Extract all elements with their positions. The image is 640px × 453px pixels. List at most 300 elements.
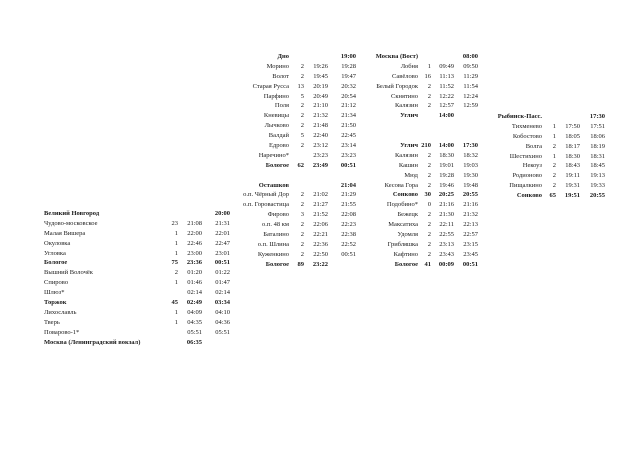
- timetable-row: [234, 151, 358, 161]
- timetable-row: [364, 200, 480, 210]
- station-name: Тверь: [44, 318, 60, 326]
- station-name: Савёлово: [392, 72, 418, 80]
- timetable-row: [364, 230, 480, 240]
- timetable-row: [488, 191, 606, 201]
- station-name: Углич: [400, 112, 418, 120]
- arrival-time: 22:00: [187, 229, 202, 237]
- stop-count: 2: [300, 72, 304, 80]
- departure-time: 23:15: [463, 240, 478, 248]
- arrival-time: 06:35: [186, 338, 202, 346]
- timetable-row: [364, 141, 480, 151]
- stop-count: 2: [427, 151, 431, 159]
- departure-time: 21:31: [215, 219, 230, 227]
- arrival-time: 05:51: [187, 328, 202, 336]
- arrival-time: 19:31: [565, 182, 580, 190]
- stop-count: 1: [174, 249, 178, 257]
- timetable-row: [234, 230, 358, 240]
- timetable-row: [364, 171, 480, 181]
- arrival-time: 11:52: [439, 82, 454, 90]
- station-name: Окуловка: [44, 239, 71, 247]
- timetable-row: [488, 112, 606, 122]
- stop-count: 2: [427, 92, 431, 100]
- station-name: Спирово: [44, 279, 69, 287]
- station-name: о.п. Горовастица: [243, 201, 289, 209]
- timetable-row: [44, 268, 228, 278]
- stop-count: 0: [427, 201, 431, 209]
- station-name: Сонково: [516, 192, 542, 200]
- station-name: Родионово: [512, 172, 542, 180]
- timetable-row: [234, 82, 358, 92]
- timetable-row: [364, 161, 480, 171]
- arrival-time: 23:12: [313, 142, 328, 150]
- timetable-row: [234, 101, 358, 111]
- stop-count: 2: [300, 240, 304, 248]
- station-name: Парфино: [263, 92, 289, 100]
- timetable-row: [44, 338, 228, 348]
- timetable-row: [234, 171, 358, 181]
- departure-time: 11:29: [463, 72, 478, 80]
- station-name: Угловка: [44, 249, 66, 257]
- stop-count: 1: [174, 229, 178, 237]
- timetable-row: [44, 219, 228, 229]
- departure-time: 01:47: [215, 279, 230, 287]
- stop-count: 1: [174, 318, 178, 326]
- station-name: Лихославль: [44, 308, 77, 316]
- departure-time: 20:54: [341, 92, 356, 100]
- stop-count: 2: [552, 172, 556, 180]
- departure-time: 17:30: [589, 113, 605, 120]
- station-name: о.п. 48 км: [262, 221, 289, 229]
- station-name: Волот: [272, 72, 289, 80]
- stop-count: 2: [300, 122, 304, 130]
- departure-time: 01:22: [215, 269, 230, 277]
- stop-count: 2: [427, 211, 431, 219]
- station-name: о.п. Чёрный Дор: [243, 191, 289, 199]
- route-moscow-uglich-bologoe: [364, 52, 480, 270]
- timetable-row: [364, 181, 480, 191]
- arrival-time: 22:06: [313, 221, 328, 229]
- departure-time: 12:59: [463, 102, 478, 110]
- station-name: о.п. Шлина: [257, 240, 289, 248]
- timetable-row: [488, 152, 606, 162]
- departure-time: 22:45: [341, 132, 356, 140]
- stop-count: 2: [300, 250, 304, 258]
- arrival-time: 21:16: [439, 201, 454, 209]
- arrival-time: 02:14: [187, 289, 202, 297]
- timetable-row: [364, 210, 480, 220]
- stop-count: 2: [552, 162, 556, 170]
- departure-time: 19:13: [590, 172, 605, 180]
- stop-count: 2: [427, 240, 431, 248]
- timetable-row: [44, 258, 228, 268]
- timetable-row: [234, 210, 358, 220]
- stop-count: 2: [427, 181, 431, 189]
- route-dno-bologoe: [234, 52, 358, 270]
- station-name: Валдай: [268, 132, 289, 140]
- arrival-time: 04:35: [187, 318, 202, 326]
- station-name: Подобино*: [386, 201, 418, 209]
- departure-time: 21:29: [341, 191, 356, 199]
- timetable-row: [44, 288, 228, 298]
- timetable-row: [364, 151, 480, 161]
- timetable-row: [234, 161, 358, 171]
- departure-time: 04:10: [215, 308, 230, 316]
- station-name: Шлюз*: [44, 289, 65, 297]
- timetable-row: [234, 141, 358, 151]
- timetable-row: [364, 250, 480, 260]
- timetable-row: [234, 190, 358, 200]
- route-rybinsk-sonkovo: [488, 112, 606, 201]
- timetable-row: [44, 318, 228, 328]
- arrival-time: 23:36: [186, 259, 202, 267]
- arrival-time: 21:27: [313, 201, 328, 209]
- stop-count: 1: [552, 122, 556, 130]
- stop-count: 5: [300, 132, 304, 140]
- departure-time: 20:00: [214, 210, 230, 217]
- timetable-row: [488, 122, 606, 132]
- stop-count: 210: [421, 142, 431, 150]
- arrival-time: 23:13: [439, 240, 454, 248]
- station-name: Грибляшка: [387, 240, 418, 248]
- station-name: Калязин: [395, 102, 418, 110]
- timetable-row: [364, 62, 480, 72]
- station-name: Рыбинск-Пасс.: [497, 113, 542, 120]
- departure-time: 04:36: [215, 318, 230, 326]
- departure-time: 19:03: [463, 161, 478, 169]
- arrival-time: 20:49: [313, 92, 328, 100]
- station-name: Кесова Гора: [384, 181, 418, 189]
- departure-time: 22:23: [341, 221, 356, 229]
- departure-time: 20:55: [589, 192, 605, 200]
- station-name: Скнятино: [390, 92, 418, 100]
- arrival-time: 14:00: [438, 142, 454, 150]
- arrival-time: 23:22: [312, 260, 328, 268]
- stop-count: 2: [300, 142, 304, 150]
- arrival-time: 23:49: [312, 161, 328, 169]
- stop-count: 2: [427, 231, 431, 239]
- station-name: Пищалкино: [509, 182, 542, 190]
- arrival-time: 23:23: [313, 151, 328, 159]
- arrival-time: 09:49: [439, 62, 454, 70]
- arrival-time: 18:17: [565, 142, 580, 150]
- station-name: Дно: [277, 53, 289, 60]
- timetable-row: [234, 111, 358, 121]
- arrival-time: 19:01: [439, 161, 454, 169]
- arrival-time: 21:48: [313, 122, 328, 130]
- departure-time: 17:30: [462, 142, 478, 150]
- timetable-row: [44, 298, 228, 308]
- stop-count: 2: [552, 182, 556, 190]
- departure-time: 22:47: [215, 239, 230, 247]
- station-name: Кашин: [398, 161, 418, 169]
- departure-time: 22:13: [463, 221, 478, 229]
- station-name: Шестихино: [509, 152, 542, 160]
- departure-time: 23:45: [463, 250, 478, 258]
- station-name: Торжок: [44, 299, 67, 307]
- timetable-row: [364, 121, 480, 131]
- departure-time: 21:34: [341, 112, 356, 120]
- arrival-time: 12:57: [439, 102, 454, 110]
- departure-time: 20:55: [462, 191, 478, 199]
- timetable-row: [44, 239, 228, 249]
- station-name: Москва (Вост): [375, 53, 418, 60]
- stop-count: 62: [297, 161, 304, 169]
- stop-count: 2: [427, 82, 431, 90]
- departure-time: 19:28: [341, 62, 356, 70]
- timetable-row: [364, 131, 480, 141]
- stop-count: 2: [552, 142, 556, 150]
- timetable-row: [364, 92, 480, 102]
- stop-count: 45: [171, 299, 178, 307]
- station-name: Чудово-московское: [44, 219, 98, 227]
- timetable-row: [488, 142, 606, 152]
- stop-count: 1: [552, 152, 556, 160]
- station-name: Калязин: [395, 151, 418, 159]
- timetable-row: [234, 240, 358, 250]
- route-novgorod-moscow: [44, 209, 228, 347]
- timetable-row: [364, 72, 480, 82]
- timetable-row: [364, 82, 480, 92]
- stop-count: 23: [171, 219, 178, 227]
- departure-time: 21:55: [341, 201, 356, 209]
- station-name: Бологое: [44, 259, 68, 267]
- timetable-row: [234, 260, 358, 270]
- stop-count: 75: [171, 259, 178, 267]
- timetable-row: [44, 249, 228, 259]
- departure-time: 20:32: [341, 82, 356, 90]
- arrival-time: 14:00: [438, 112, 454, 120]
- stop-count: 30: [424, 191, 431, 199]
- stop-count: 3: [300, 211, 304, 219]
- stop-count: 41: [424, 260, 431, 268]
- departure-time: 11:54: [463, 82, 478, 90]
- arrival-time: 20:25: [438, 191, 454, 199]
- stop-count: 2: [427, 161, 431, 169]
- departure-time: 21:04: [340, 181, 356, 189]
- departure-time: 19:33: [590, 182, 605, 190]
- timetable-row: [488, 181, 606, 191]
- departure-time: 22:08: [341, 211, 356, 219]
- arrival-time: 01:46: [187, 279, 202, 287]
- station-name: Максатиха: [388, 221, 418, 229]
- station-name: Фирово: [267, 211, 289, 219]
- station-name: Бологое: [265, 161, 289, 169]
- station-name: Поля: [274, 102, 289, 110]
- stop-count: 5: [300, 92, 304, 100]
- timetable-row: [364, 52, 480, 62]
- stop-count: 2: [427, 102, 431, 110]
- stop-count: 2: [300, 231, 304, 239]
- timetable-row: [364, 101, 480, 111]
- departure-time: 23:01: [215, 249, 230, 257]
- station-name: Лобня: [400, 62, 418, 70]
- arrival-time: 21:02: [313, 191, 328, 199]
- departure-time: 00:51: [340, 161, 356, 169]
- arrival-time: 12:22: [439, 92, 454, 100]
- stop-count: 13: [297, 82, 304, 90]
- departure-time: 21:50: [341, 122, 356, 130]
- station-name: Лычково: [264, 122, 289, 130]
- arrival-time: 22:40: [313, 132, 328, 140]
- departure-time: 19:00: [340, 53, 356, 60]
- arrival-time: 04:09: [187, 308, 202, 316]
- arrival-time: 22:21: [313, 231, 328, 239]
- arrival-time: 22:50: [313, 250, 328, 258]
- arrival-time: 18:43: [565, 162, 580, 170]
- arrival-time: 22:46: [187, 239, 202, 247]
- timetable-row: [234, 72, 358, 82]
- stop-count: 2: [300, 191, 304, 199]
- stop-count: 2: [427, 221, 431, 229]
- timetable-row: [234, 62, 358, 72]
- departure-time: 00:51: [214, 259, 230, 267]
- departure-time: 21:16: [463, 201, 478, 209]
- station-name: Удомля: [397, 231, 418, 239]
- arrival-time: 19:46: [439, 181, 454, 189]
- timetable-row: [234, 220, 358, 230]
- stop-count: 2: [300, 62, 304, 70]
- station-name: Волга: [525, 142, 542, 150]
- station-name: Едрово: [268, 142, 289, 150]
- stop-count: 2: [427, 171, 431, 179]
- station-name: Осташков: [258, 181, 289, 189]
- arrival-time: 18:05: [565, 132, 580, 140]
- arrival-time: 22:55: [439, 231, 454, 239]
- timetable-row: [44, 328, 228, 338]
- arrival-time: 21:08: [187, 219, 202, 227]
- arrival-time: 11:13: [439, 72, 454, 80]
- departure-time: 18:45: [590, 162, 605, 170]
- departure-time: 03:34: [214, 299, 230, 307]
- stop-count: 2: [427, 250, 431, 258]
- departure-time: 19:30: [463, 171, 478, 179]
- station-name: Баталино: [263, 231, 289, 239]
- station-name: Тихменево: [511, 122, 542, 130]
- station-name: Мюд: [404, 171, 418, 179]
- station-name: Бежецк: [397, 211, 418, 219]
- arrival-time: 19:26: [313, 62, 328, 70]
- arrival-time: 23:43: [439, 250, 454, 258]
- station-name: Морино: [266, 62, 289, 70]
- timetable-row: [234, 181, 358, 191]
- stop-count: 1: [174, 308, 178, 316]
- stop-count: 2: [174, 269, 178, 277]
- timetable-row: [44, 278, 228, 288]
- arrival-time: 18:30: [565, 152, 580, 160]
- station-name: Сонково: [392, 191, 418, 199]
- station-name: Малая Вишера: [44, 229, 86, 237]
- timetable-row: [234, 52, 358, 62]
- timetable-row: [234, 121, 358, 131]
- arrival-time: 00:09: [438, 260, 454, 268]
- departure-time: 18:31: [590, 152, 605, 160]
- departure-time: 19:48: [463, 181, 478, 189]
- stop-count: 2: [300, 102, 304, 110]
- station-name: Некоуз: [522, 162, 542, 170]
- departure-time: 21:32: [463, 211, 478, 219]
- departure-time: 22:01: [215, 229, 230, 237]
- timetable-row: [364, 111, 480, 121]
- stop-count: 1: [174, 239, 178, 247]
- stop-count: 65: [549, 192, 556, 200]
- arrival-time: 21:10: [313, 102, 328, 110]
- departure-time: 00:51: [341, 250, 356, 258]
- departure-time: 08:00: [462, 53, 478, 60]
- station-name: Вышний Волочёк: [44, 269, 93, 277]
- stop-count: 89: [297, 260, 304, 268]
- timetable-row: [364, 190, 480, 200]
- station-name: Наречино*: [258, 151, 289, 159]
- stop-count: 16: [424, 72, 431, 80]
- departure-time: 21:12: [341, 102, 356, 110]
- departure-time: 22:52: [341, 240, 356, 248]
- station-name: Бологое: [394, 260, 418, 268]
- departure-time: 23:14: [341, 142, 356, 150]
- stop-count: 2: [300, 112, 304, 120]
- stop-count: 2: [300, 221, 304, 229]
- departure-time: 09:50: [463, 62, 478, 70]
- arrival-time: 18:30: [439, 151, 454, 159]
- departure-time: 19:47: [341, 72, 356, 80]
- timetable-row: [44, 308, 228, 318]
- station-name: Углич: [400, 142, 418, 150]
- timetable-row: [234, 250, 358, 260]
- station-name: Старая Русса: [252, 82, 289, 90]
- arrival-time: 17:50: [565, 122, 580, 130]
- timetable-row: [488, 132, 606, 142]
- arrival-time: 19:11: [565, 172, 580, 180]
- arrival-time: 19:45: [313, 72, 328, 80]
- station-name: Кафтино: [393, 250, 418, 258]
- timetable-row: [364, 260, 480, 270]
- timetable-row: [44, 209, 228, 219]
- departure-time: 00:51: [462, 260, 478, 268]
- arrival-time: 22:36: [313, 240, 328, 248]
- departure-time: 18:19: [590, 142, 605, 150]
- timetable-row: [234, 200, 358, 210]
- arrival-time: 20:19: [313, 82, 328, 90]
- arrival-time: 21:30: [439, 211, 454, 219]
- arrival-time: 22:11: [439, 221, 454, 229]
- station-name: Бологое: [265, 260, 289, 268]
- arrival-time: 19:51: [564, 192, 580, 200]
- station-name: Поварово-1*: [44, 328, 80, 336]
- station-name: Кневицы: [263, 112, 289, 120]
- arrival-time: 01:20: [187, 269, 202, 277]
- arrival-time: 19:28: [439, 171, 454, 179]
- station-name: Москва (Ленинградский вокзал): [44, 338, 141, 346]
- timetable-row: [488, 171, 606, 181]
- departure-time: 17:51: [590, 122, 605, 130]
- timetable-row: [234, 92, 358, 102]
- stop-count: 2: [300, 201, 304, 209]
- departure-time: 02:14: [215, 289, 230, 297]
- departure-time: 18:32: [463, 151, 478, 159]
- departure-time: 05:51: [215, 328, 230, 336]
- timetable-row: [488, 161, 606, 171]
- timetable-row: [44, 229, 228, 239]
- station-name: Белый Городок: [376, 82, 418, 90]
- departure-time: 23:23: [341, 151, 356, 159]
- departure-time: 12:24: [463, 92, 478, 100]
- timetable-row: [364, 240, 480, 250]
- timetable-row: [364, 220, 480, 230]
- arrival-time: 21:52: [313, 211, 328, 219]
- departure-time: 18:06: [590, 132, 605, 140]
- arrival-time: 21:32: [313, 112, 328, 120]
- stop-count: 1: [427, 62, 431, 70]
- stop-count: 1: [552, 132, 556, 140]
